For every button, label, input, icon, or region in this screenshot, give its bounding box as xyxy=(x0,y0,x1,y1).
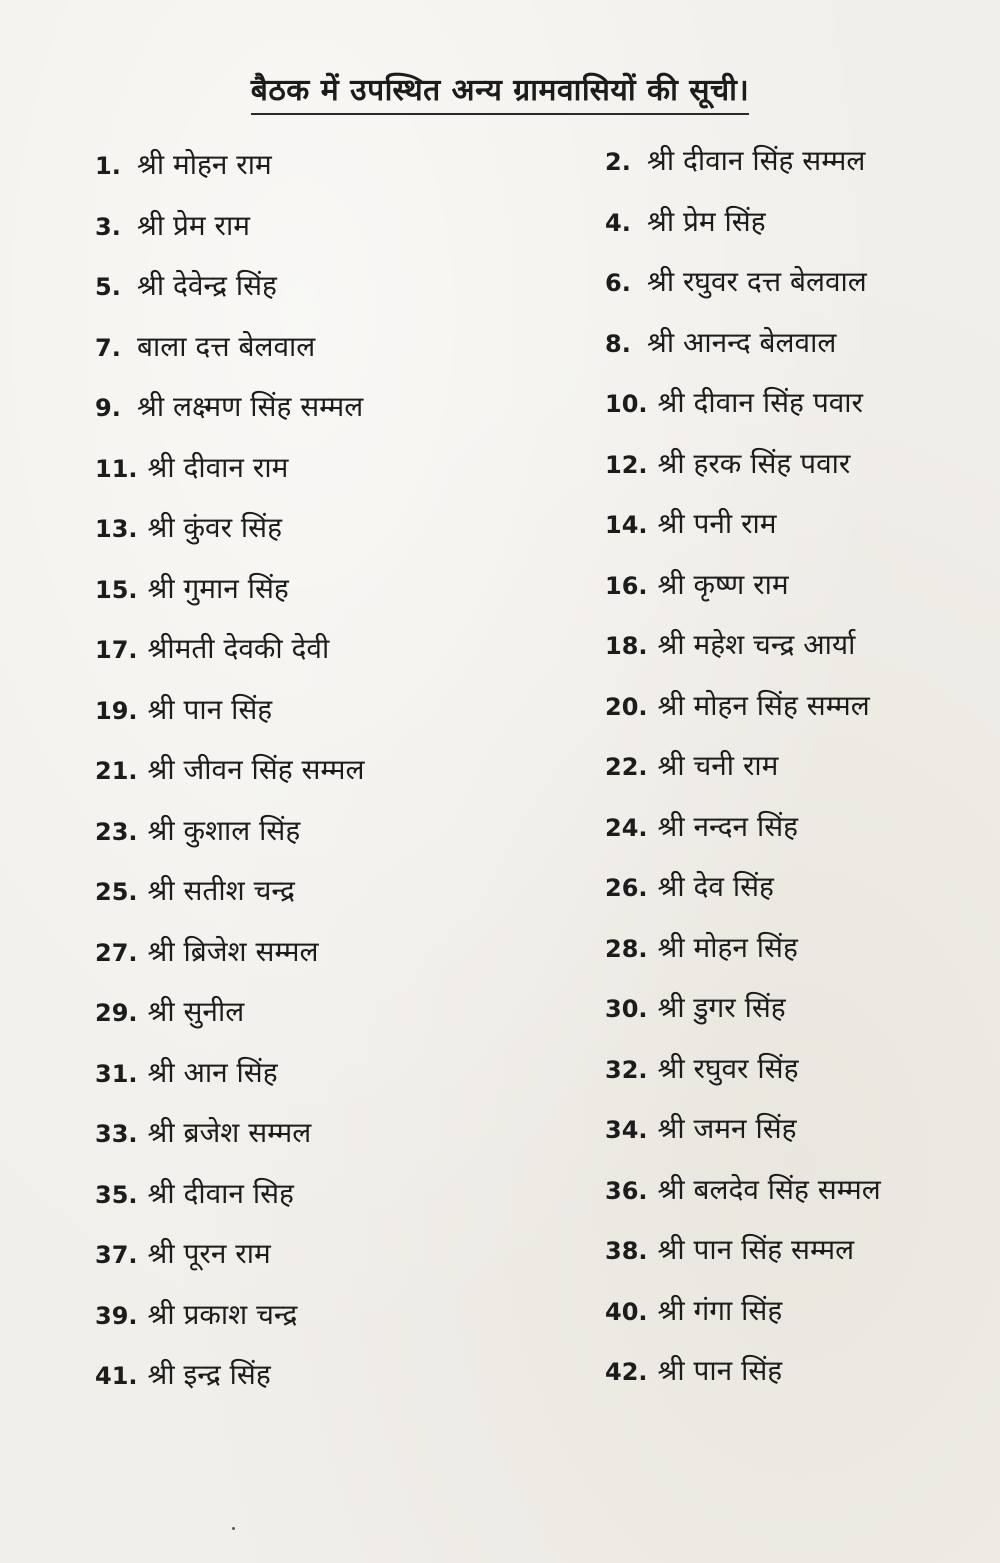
list-item xyxy=(605,988,915,1049)
list-item-name: श्री जमन सिंह xyxy=(657,1112,797,1145)
list-item-name: श्री देव सिंह xyxy=(657,870,774,903)
list-item xyxy=(605,565,915,626)
list-item-number: 8. xyxy=(605,329,631,358)
list-item-name: श्री लक्ष्मण सिंह सम्मल xyxy=(137,390,364,423)
list-item-number: 38. xyxy=(605,1237,648,1265)
list-item xyxy=(605,867,915,928)
list-item-number: 11. xyxy=(95,454,138,483)
list-item-name: श्री इन्द्र सिंह xyxy=(147,1358,271,1391)
list-item-number: 41. xyxy=(95,1362,138,1390)
list-item-name: श्री आन सिंह xyxy=(147,1055,278,1089)
list-item-name: श्री नन्दन सिंह xyxy=(657,809,799,843)
list-item-name: श्री पूरन राम xyxy=(147,1237,271,1270)
paper-speck xyxy=(232,1527,235,1530)
list-item-number: 6. xyxy=(605,269,631,297)
list-item-name: श्री सतीश चन्द्र xyxy=(147,874,295,907)
list-item-name: श्रीमती देवकी देवी xyxy=(147,632,330,665)
list-item-name: श्री रघुवर सिंह xyxy=(657,1051,799,1085)
list-item xyxy=(95,932,605,993)
list-item-number: 16. xyxy=(605,571,648,600)
list-item-name: श्री डुगर सिंह xyxy=(657,991,786,1024)
list-item xyxy=(95,1355,605,1416)
list-item xyxy=(605,383,915,444)
list-item-number: 18. xyxy=(605,632,648,660)
list-item xyxy=(605,928,915,989)
list-item-name: श्री पान सिंह xyxy=(147,692,273,726)
list-item-number: 42. xyxy=(605,1358,648,1386)
list-item-name: श्री दीवान सिंह पवार xyxy=(657,386,863,419)
list-item-number: 13. xyxy=(95,515,138,543)
list-item xyxy=(95,1295,605,1356)
list-item xyxy=(605,202,915,263)
list-item xyxy=(605,262,915,323)
list-item xyxy=(605,1109,915,1170)
list-item-number: 19. xyxy=(95,696,138,725)
list-item-name: बाला दत्त बेलवाल xyxy=(137,329,316,363)
list-item-name: श्री प्रेम राम xyxy=(137,208,251,242)
list-item xyxy=(95,145,605,206)
list-item-name: श्री मोहन सिंह सम्मल xyxy=(657,688,870,722)
list-item xyxy=(95,448,605,509)
list-item-number: 30. xyxy=(605,995,648,1023)
list-item xyxy=(605,1291,915,1352)
list-item-number: 40. xyxy=(605,1297,648,1326)
list-item-name: श्री पान सिंह सम्मल xyxy=(657,1233,855,1266)
list-item xyxy=(95,1113,605,1174)
list-item xyxy=(95,206,605,267)
list-item-name: श्री दीवान सिह xyxy=(147,1176,294,1210)
list-item-number: 15. xyxy=(95,575,138,604)
list-item xyxy=(605,1351,915,1412)
list-item xyxy=(95,992,605,1053)
list-item xyxy=(605,141,915,202)
list-item-name: श्री कुंवर सिंह xyxy=(147,511,282,544)
list-item xyxy=(95,750,605,811)
list-item xyxy=(605,746,915,807)
list-item-name: श्री कृष्ण राम xyxy=(657,567,789,601)
list-item-name: श्री देवेन्द्र सिंह xyxy=(137,269,277,302)
list-item xyxy=(95,811,605,872)
attendee-list xyxy=(95,145,915,1415)
list-item-number: 20. xyxy=(605,692,648,721)
list-item xyxy=(95,327,605,388)
list-item-number: 28. xyxy=(605,934,648,963)
list-item xyxy=(95,1174,605,1235)
list-item-number: 22. xyxy=(605,753,648,781)
list-item xyxy=(605,504,915,565)
list-item-number: 23. xyxy=(95,817,138,846)
list-item xyxy=(95,266,605,327)
list-item-number: 1. xyxy=(95,152,121,180)
list-item xyxy=(95,569,605,630)
list-item-number: 9. xyxy=(95,394,121,422)
list-item-name: श्री जीवन सिंह सम्मल xyxy=(147,753,365,786)
list-item-number: 2. xyxy=(605,148,631,176)
list-item xyxy=(605,807,915,868)
list-item xyxy=(605,1049,915,1110)
list-item-name: श्री हरक सिंह पवार xyxy=(657,446,851,480)
list-item-name: श्री ब्रिजेश सम्मल xyxy=(147,934,319,968)
list-item-number: 12. xyxy=(605,450,648,479)
list-item-number: 36. xyxy=(605,1176,648,1205)
list-item-number: 34. xyxy=(605,1116,648,1144)
list-item-name: श्री प्रेम सिंह xyxy=(647,204,766,238)
list-item-name: श्री मोहन सिंह xyxy=(657,930,798,964)
list-item-number: 4. xyxy=(605,208,631,237)
list-item-name: श्री पनी राम xyxy=(657,507,777,540)
list-item-number: 5. xyxy=(95,273,121,301)
list-item xyxy=(95,508,605,569)
list-item-name: श्री दीवान राम xyxy=(147,450,289,484)
list-item xyxy=(95,1234,605,1295)
list-item xyxy=(95,629,605,690)
list-item-name: श्री महेश चन्द्र आर्या xyxy=(657,628,856,661)
list-item-name: श्री दीवान सिंह सम्मल xyxy=(647,144,866,177)
list-item-number: 21. xyxy=(95,757,138,785)
list-item-name: श्री गंगा सिंह xyxy=(657,1293,783,1327)
list-item-number: 33. xyxy=(95,1120,138,1148)
list-item xyxy=(95,1053,605,1114)
list-item-name: श्री बलदेव सिंह सम्मल xyxy=(657,1172,881,1206)
list-item xyxy=(605,625,915,686)
list-item-number: 3. xyxy=(95,212,121,241)
list-item-number: 26. xyxy=(605,874,648,902)
document-title-text: बैठक में उपस्थित अन्य ग्रामवासियों की सूची। xyxy=(251,68,750,115)
list-item-name: श्री चनी राम xyxy=(657,749,779,782)
list-item xyxy=(95,387,605,448)
list-item xyxy=(95,871,605,932)
list-item xyxy=(605,1230,915,1291)
list-item-name: श्री पान सिंह xyxy=(657,1354,783,1387)
list-item xyxy=(605,444,915,505)
list-item-number: 17. xyxy=(95,636,138,664)
list-item-name: श्री गुमान सिंह xyxy=(147,571,289,605)
list-item-number: 24. xyxy=(605,813,648,842)
list-item xyxy=(95,690,605,751)
list-item-name: श्री मोहन राम xyxy=(137,148,272,181)
list-item xyxy=(605,1170,915,1231)
list-item xyxy=(605,323,915,384)
list-item-number: 29. xyxy=(95,999,138,1027)
list-item-name: श्री प्रकाश चन्द्र xyxy=(147,1297,298,1331)
list-item-number: 27. xyxy=(95,938,138,967)
list-item-number: 25. xyxy=(95,878,138,906)
list-item-number: 37. xyxy=(95,1241,138,1269)
list-item-number: 10. xyxy=(605,390,648,418)
document-title xyxy=(0,68,1000,115)
list-item-number: 39. xyxy=(95,1301,138,1330)
list-item-number: 14. xyxy=(605,511,648,539)
list-item-name: श्री आनन्द बेलवाल xyxy=(647,325,837,359)
list-item-number: 7. xyxy=(95,333,121,362)
list-item-number: 35. xyxy=(95,1180,138,1209)
list-item-name: श्री सुनील xyxy=(147,995,245,1028)
list-item xyxy=(605,686,915,747)
list-item-name: श्री ब्रजेश सम्मल xyxy=(147,1116,312,1149)
list-item-number: 31. xyxy=(95,1059,138,1088)
list-item-number: 32. xyxy=(605,1055,648,1084)
list-item-name: श्री रघुवर दत्त बेलवाल xyxy=(647,265,867,298)
list-item-name: श्री कुशाल सिंह xyxy=(147,813,301,847)
